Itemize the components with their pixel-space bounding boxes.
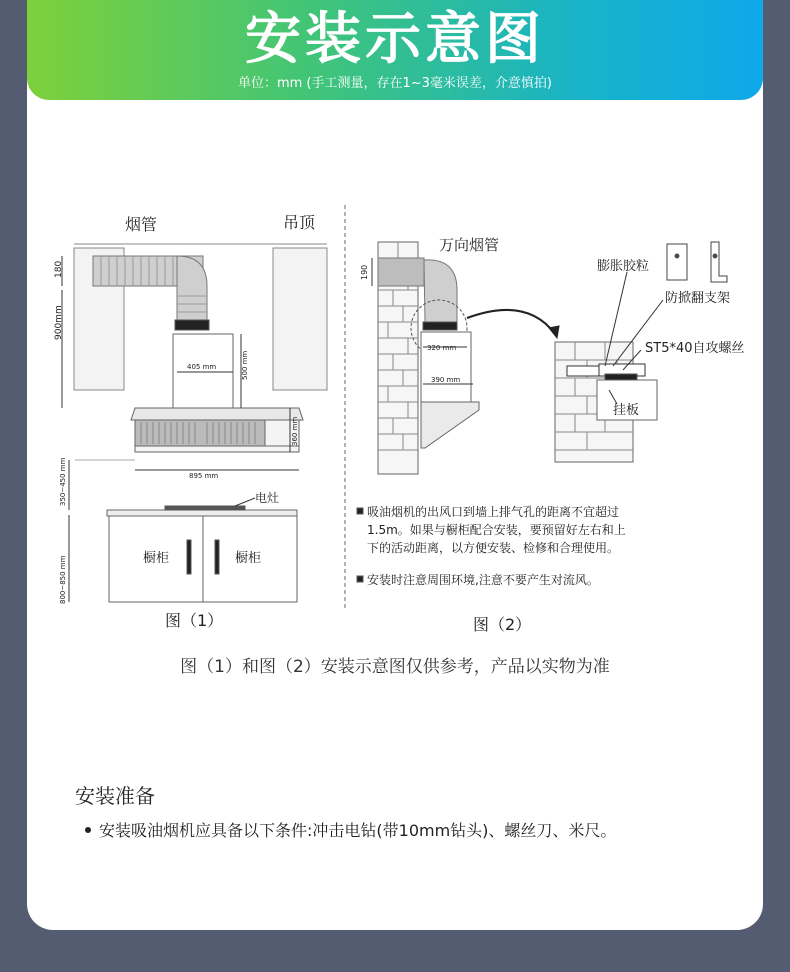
prep-item xyxy=(85,818,616,841)
ceiling-right-panel xyxy=(273,248,327,390)
dim-180: 180 xyxy=(54,260,64,278)
label-universal-pipe: 万向烟管 xyxy=(439,236,500,254)
label-hanger: 挂板 xyxy=(613,403,640,418)
label-stove: 电灶 xyxy=(255,491,280,505)
dim-320: 320 mm xyxy=(427,344,457,352)
dim-390: 390 mm xyxy=(431,376,461,384)
note-line-3: 下的活动距离，以方便安装、检修和合理使用。 xyxy=(367,541,620,555)
note-line-4: 安装时注意周围环境,注意不要产生对流风。 xyxy=(367,573,599,587)
prep-title: 安装准备 xyxy=(75,784,155,808)
dim-900: 900mm xyxy=(54,305,64,340)
label-cabinet-right: 橱柜 xyxy=(235,551,262,566)
countertop xyxy=(107,510,297,516)
fig2-chimney xyxy=(421,332,471,402)
chimney-cover xyxy=(173,334,233,408)
note-line-2: 1.5m。如果与橱柜配合安装，要预留好左右和上 xyxy=(367,523,626,537)
content-card xyxy=(27,0,763,930)
label-cabinet-left: 橱柜 xyxy=(143,551,170,566)
dim-360: 360 mm xyxy=(291,416,299,446)
bracket-icon xyxy=(711,242,727,282)
installation-diagram xyxy=(27,0,763,640)
hood-body xyxy=(131,408,303,420)
page-title: 安装示意图 xyxy=(245,7,545,72)
diagram-caption: 图（1）和图（2）安装示意图仅供参考，产品以实物为准 xyxy=(180,657,610,677)
detail-arrow xyxy=(467,310,555,334)
fig2-hood xyxy=(421,402,479,448)
dim-405: 405 mm xyxy=(187,363,217,371)
note-line-1: 吸油烟机的出风口到墙上排气孔的距离不宜超过 xyxy=(367,505,620,519)
dim-500: 500 mm xyxy=(241,350,249,380)
caption-fig1: 图（1） xyxy=(165,611,224,630)
dim-190: 190 xyxy=(360,264,369,280)
prep-item-text: 安装吸油烟机应具备以下条件:冲击电钻(带10mm钻头)、螺丝刀、米尺。 xyxy=(99,821,617,840)
caption-fig2: 图（2） xyxy=(473,615,532,634)
bullet-icon xyxy=(85,827,91,833)
expansion-plug-icon xyxy=(667,244,687,280)
label-pipe-fig1: 烟管 xyxy=(125,215,158,234)
dim-895: 895 mm xyxy=(189,472,219,480)
hood-filter xyxy=(135,420,265,446)
dim-350-450: 350~450 mm xyxy=(59,457,67,506)
page-subtitle: 单位：mm (手工测量，存在1~3毫米误差，介意慎拍) xyxy=(237,76,553,91)
stove xyxy=(165,506,245,510)
label-ceiling: 吊顶 xyxy=(283,213,316,232)
label-anti-tip-bracket: 防掀翻支架 xyxy=(665,291,731,306)
label-expansion-plug: 膨胀胶粒 xyxy=(597,259,650,274)
figure-1 xyxy=(62,244,327,602)
label-screw: ST5*40自攻螺丝 xyxy=(645,341,745,356)
dim-800-850: 800~850 mm xyxy=(59,555,67,604)
